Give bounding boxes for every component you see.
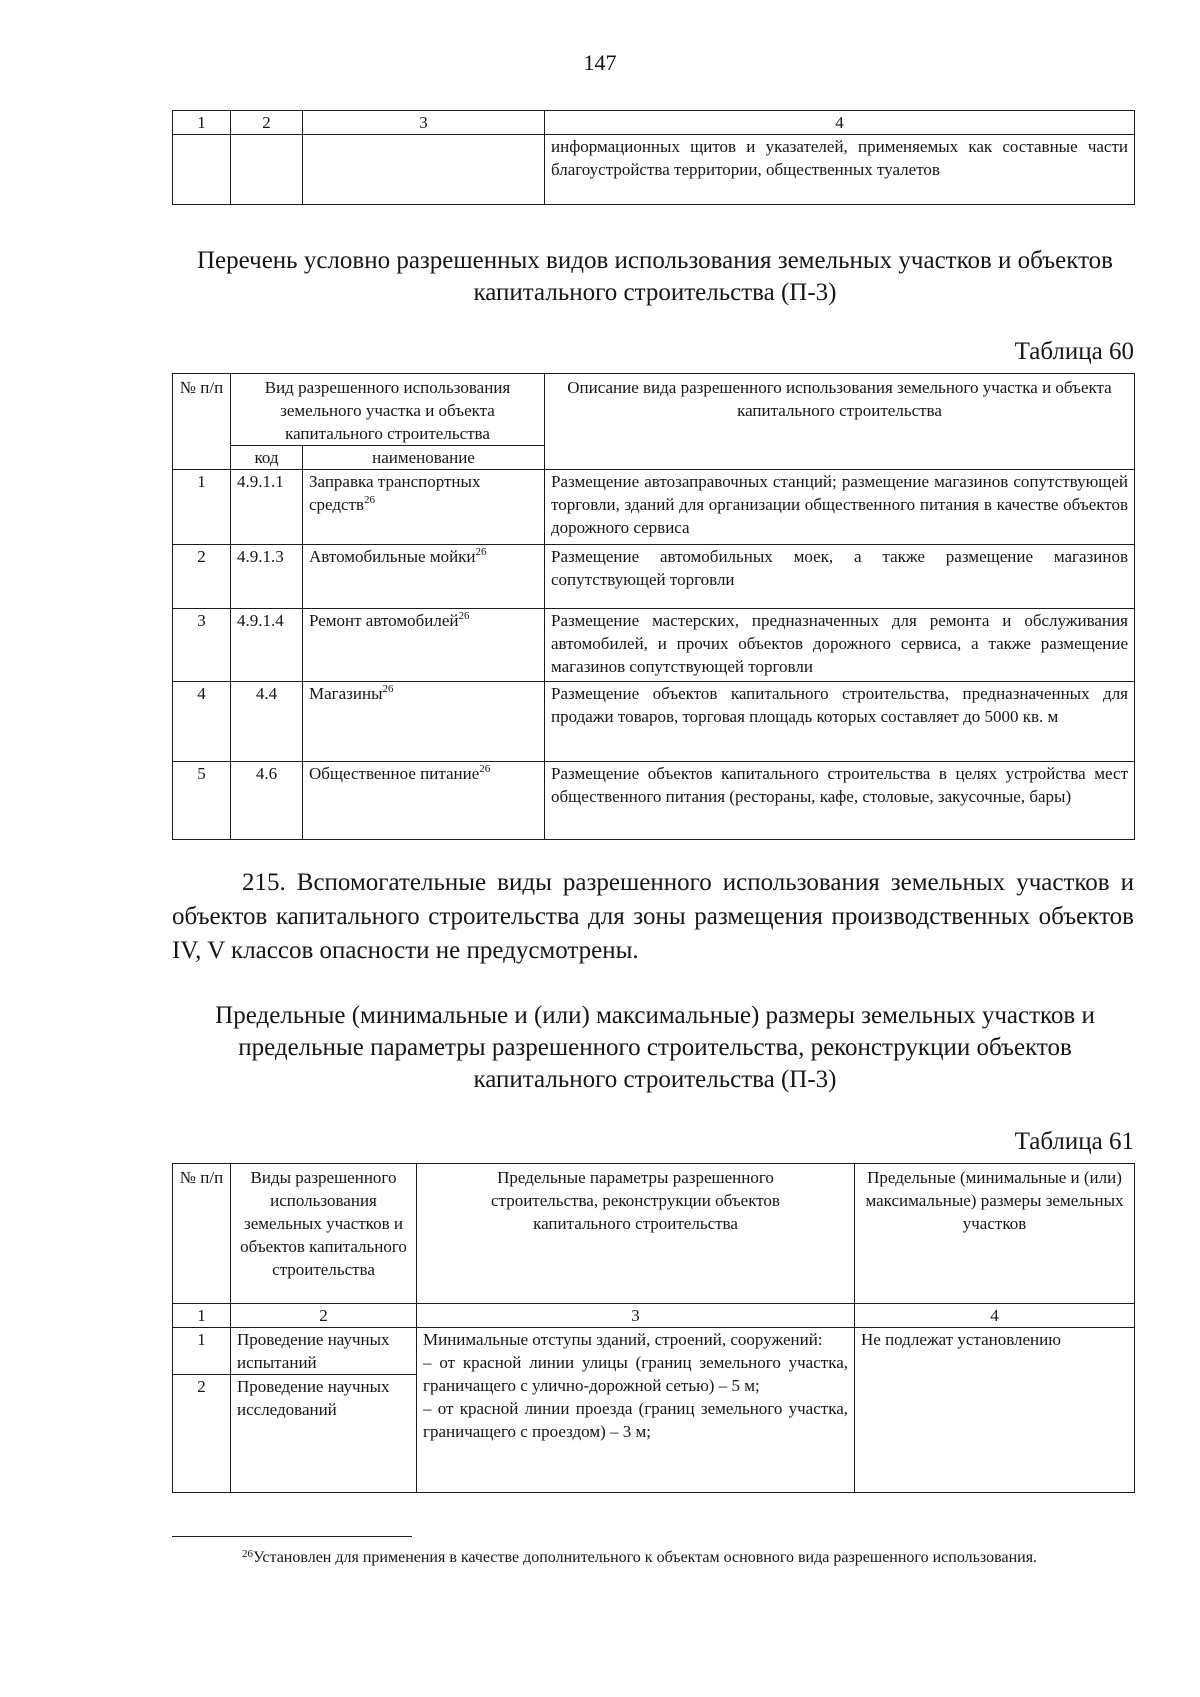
row-name: Заправка транспортных средств$^{26}$: [303, 470, 545, 545]
plot-sizes-cell: Не подлежат установлению: [855, 1328, 1135, 1493]
params-item-driveway: – от красной линии проезда (границ земельного участка, граничащего с проездом) – 3 м;: [423, 1399, 848, 1441]
row-code: 4.4: [231, 682, 303, 762]
row-num: 1: [173, 470, 231, 545]
table-cell: [173, 135, 231, 205]
footnote: $^{26}$Установлен для применения в качестве дополнительного к объектам основного вида разрешенного использования.: [242, 1548, 1038, 1566]
footnote-ref: 26: [364, 494, 376, 506]
row-description: Размещение автозаправочных станций; размещение магазинов сопутствующей торговли, зданий для организации общественного питания в качестве объектов дорожного сервиса: [545, 470, 1135, 545]
table-row: [173, 609, 1135, 682]
row-name: Автомобильные мойки$^{26}$: [303, 545, 545, 609]
header-use-types: Виды разрешенного использования земельных участков и объектов капитального строительства: [231, 1164, 417, 1304]
table-cell: [231, 135, 303, 205]
table-row: [173, 682, 1135, 762]
row-description: Размещение мастерских, предназначенных для ремонта и обслуживания автомобилей, и прочих объектов дорожного сервиса, а также размещение магазинов сопутствующей торговли: [545, 609, 1135, 682]
header-description: Описание вида разрешенного использования земельного участка и объекта капитального строительства: [545, 374, 1135, 470]
row-description: Размещение автомобильных моек, а также размещение магазинов сопутствующей торговли: [545, 545, 1135, 609]
col-num-2: 2: [231, 1304, 417, 1328]
row-code: 4.9.1.3: [231, 545, 303, 609]
col-num-4: 4: [855, 1304, 1135, 1328]
header-build-params: Предельные параметры разрешенного строительства, реконструкции объектов капитального строительства: [417, 1164, 855, 1304]
table-row: [173, 1328, 1135, 1375]
header-num: № п/п: [173, 374, 231, 470]
row-num: 2: [173, 1375, 231, 1493]
table-row: [173, 762, 1135, 840]
row-use-type: Проведение научных исследований: [231, 1375, 417, 1493]
col-header-4: 4: [545, 111, 1135, 135]
section-heading-conditional-uses: Перечень условно разрешенных видов использования земельных участков и объектов капитального строительства (П-3): [197, 247, 1113, 306]
row-name: Ремонт автомобилей$^{26}$: [303, 609, 545, 682]
row-name: Общественное питание$^{26}$: [303, 762, 545, 840]
header-name: наименование: [303, 446, 545, 470]
row-num: 2: [173, 545, 231, 609]
header-code: код: [231, 446, 303, 470]
row-num: 5: [173, 762, 231, 840]
table-cell: информационных щитов и указателей, применяемых как составные части благоустройства территории, общественных туалетов: [545, 135, 1135, 205]
col-num-1: 1: [173, 1304, 231, 1328]
col-header-2: 2: [231, 111, 303, 135]
footnote-divider: [172, 1536, 412, 1537]
section-heading-limits: Предельные (минимальные и (или) максимальные) размеры земельных участков и предельные параметры разрешенного строительства, реконструкции объектов капитального строительства (П-3): [215, 1002, 1095, 1093]
build-params-cell: [417, 1328, 855, 1493]
row-code: 4.9.1.4: [231, 609, 303, 682]
row-num: 3: [173, 609, 231, 682]
footnote-ref: 26: [475, 546, 487, 558]
table-cell: [303, 135, 545, 205]
table-row: [173, 470, 1135, 545]
row-description: Размещение объектов капитального строительства в целях устройства мест общественного питания (рестораны, кафе, столовые, закусочные, бары): [545, 762, 1135, 840]
col-header-3: 3: [303, 111, 545, 135]
params-item-street: – от красной линии улицы (границ земельного участка, граничащего с улично-дорожной сетью) – 5 м;: [423, 1353, 848, 1395]
continuation-table: [172, 110, 1135, 205]
row-num: 1: [173, 1328, 231, 1375]
table-60-caption: Таблица 60: [1014, 338, 1134, 365]
header-num: № п/п: [173, 1164, 231, 1304]
params-lead: Минимальные отступы зданий, строений, сооружений:: [423, 1330, 823, 1349]
row-num: 4: [173, 682, 231, 762]
row-description: Размещение объектов капитального строительства, предназначенных для продажи товаров, торговая площадь которых составляет до 5000 кв. м: [545, 682, 1135, 762]
col-num-3: 3: [417, 1304, 855, 1328]
header-use-type: Вид разрешенного использования земельного участка и объекта капитального строительства: [231, 374, 545, 446]
table-60: [172, 373, 1135, 840]
footnote-ref: 26: [382, 683, 394, 695]
page-number: 147: [583, 50, 617, 75]
row-use-type: Проведение научных испытаний: [231, 1328, 417, 1375]
row-code: 4.9.1.1: [231, 470, 303, 545]
row-code: 4.6: [231, 762, 303, 840]
col-header-1: 1: [173, 111, 231, 135]
table-61: [172, 1163, 1135, 1493]
paragraph-215: 215. Вспомогательные виды разрешенного использования земельных участков и объектов капитального строительства для зоны размещения производственных объектов IV, V классов опасности не предусмотрены.: [172, 869, 1134, 964]
row-name: Магазины$^{26}$: [303, 682, 545, 762]
footnote-ref: 26: [458, 610, 470, 622]
table-row: [173, 545, 1135, 609]
header-plot-sizes: Предельные (минимальные и (или) максимальные) размеры земельных участков: [855, 1164, 1135, 1304]
table-61-caption: Таблица 61: [1014, 1128, 1134, 1155]
footnote-mark: 26: [242, 1548, 253, 1560]
footnote-ref: 26: [479, 763, 491, 775]
